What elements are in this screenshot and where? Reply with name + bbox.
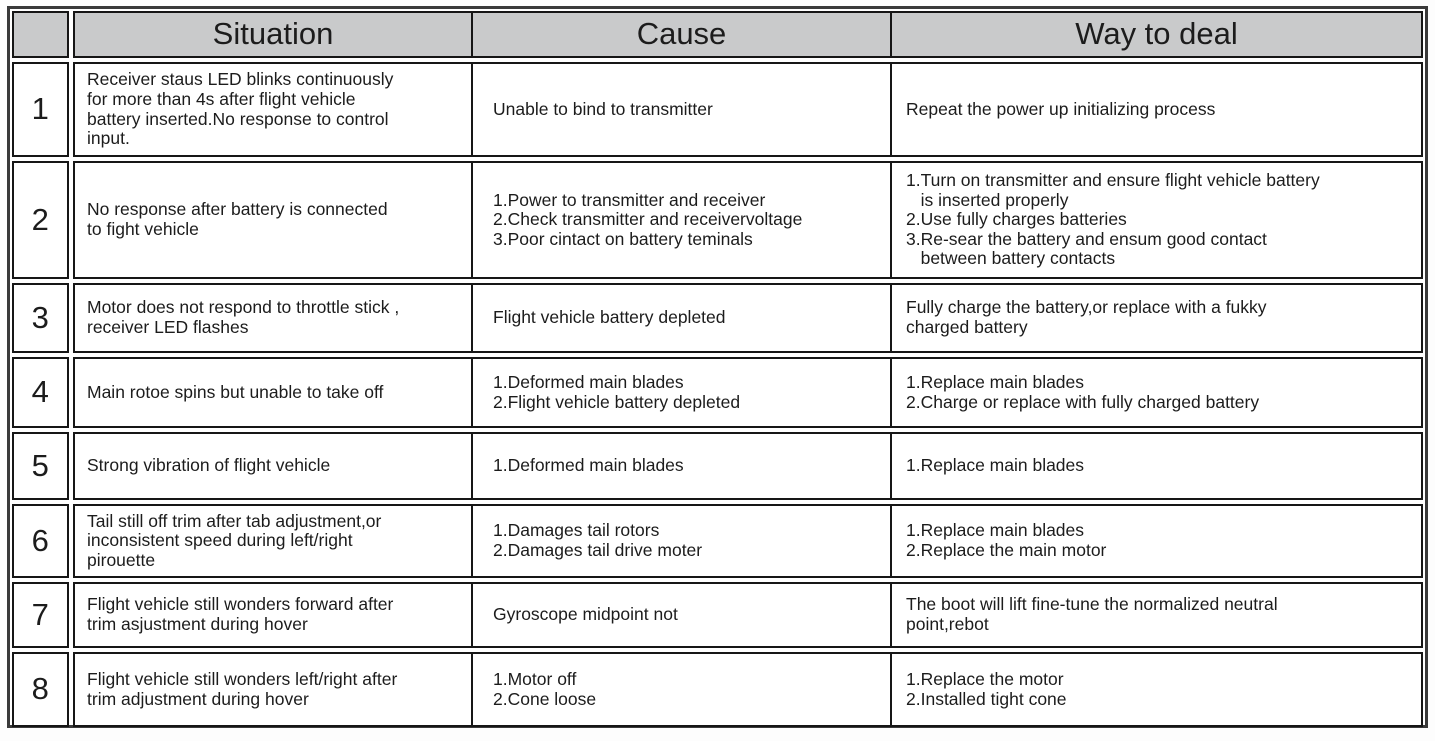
header-way-to-deal: Way to deal [890,11,1423,58]
cell-line: Tail still off trim after tab adjustment,or [87,510,382,531]
cell-line: 1.Replace the motor [906,668,1064,689]
cell-line: receiver LED flashes [87,317,249,337]
cell-line: Flight vehicle still wonders left/right after [87,668,398,689]
row-number-cell: 4 [12,357,69,428]
header-situation: Situation [73,11,473,58]
way-to-deal-cell [890,62,1423,157]
cell-line: 2.Use fully charges batteries [906,209,1127,230]
row-number-cell: 1 [12,62,69,157]
way-to-deal-cell [890,432,1423,500]
cell-line: is inserted properly [906,189,1069,210]
situation-cell [73,161,473,279]
cell-line: trim adjustment during hover [87,688,309,709]
cause-cell [471,432,892,500]
cell-line: between battery contacts [906,248,1116,269]
header-number-cell [12,11,69,58]
way-to-deal-cell [890,504,1423,578]
cell-line: charged battery [906,317,1028,337]
cell-line: 2.Check transmitter and receivervoltage [493,209,803,230]
cause-cell [471,504,892,578]
cell-line: Gyroscope midpoint not [493,604,678,625]
cell-line: 2.Damages tail drive moter [493,540,703,560]
cell-line: No response after battery is connected [87,199,388,220]
situation-cell [73,652,473,727]
row-number-cell: 6 [12,504,69,578]
cell-line: 1.Replace main blades [906,520,1085,541]
table-row [12,652,1423,727]
cell-line: 1.Damages tail rotors [493,520,660,541]
table-row [12,432,1423,500]
row-number-cell: 3 [12,283,69,353]
cell-line: pirouette [87,549,156,570]
cause-cell [471,357,892,428]
cell-line: 1.Motor off [493,668,577,689]
cell-line: Flight vehicle battery depleted [493,307,726,328]
cause-cell [471,62,892,157]
cause-cell [471,161,892,279]
cell-line: 3.Re-sear the battery and ensum good contact [906,228,1267,249]
situation-cell [73,504,473,578]
cell-line: input. [87,128,130,149]
situation-cell [73,62,473,157]
table-row [12,62,1423,157]
cause-cell [471,582,892,648]
cell-line: Motor does not respond to throttle stick , [87,297,400,318]
row-number-cell: 7 [12,582,69,648]
table-row [12,357,1423,428]
way-to-deal-cell [890,357,1423,428]
table-body [12,62,1423,727]
situation-cell [73,432,473,500]
situation-cell [73,283,473,353]
cell-line: Unable to bind to transmitter [493,98,713,119]
cell-line: 1.Deformed main blades [493,455,684,476]
way-to-deal-cell [890,283,1423,353]
troubleshooting-table [7,6,1428,728]
table-row [12,504,1423,578]
way-to-deal-cell [890,161,1423,279]
way-to-deal-cell [890,652,1423,727]
situation-cell [73,582,473,648]
cell-line: 3.Poor cintact on battery teminals [493,228,753,249]
situation-cell [73,357,473,428]
cell-line: 1.Turn on transmitter and ensure flight vehicle battery [906,170,1320,191]
row-number-cell: 2 [12,161,69,279]
cell-line: trim asjustment during hover [87,614,308,634]
cause-cell [471,652,892,727]
table-header-row [12,11,1423,58]
cell-line: battery inserted.No response to control [87,108,389,129]
row-number-cell: 5 [12,432,69,500]
cell-line: 2.Flight vehicle battery depleted [493,391,741,412]
cell-line: 2.Installed tight cone [906,688,1067,709]
cell-line: Receiver staus LED blinks continuously [87,69,394,90]
cell-line: Fully charge the battery,or replace with a fukky [906,297,1267,318]
cell-line: 1.Replace main blades [906,455,1085,476]
cell-line: 1.Replace main blades [906,371,1085,392]
cell-line: The boot will lift fine-tune the normalized neutral [906,594,1278,615]
cell-line: Strong vibration of flight vehicle [87,455,331,476]
way-to-deal-cell [890,582,1423,648]
cell-line: 2.Cone loose [493,688,597,709]
cell-line: Repeat the power up initializing process [906,98,1216,119]
cell-line: Flight vehicle still wonders forward after [87,594,394,615]
cell-line: inconsistent speed during left/right [87,530,353,551]
table-row [12,161,1423,279]
cell-line: point,rebot [906,614,989,634]
table-row [12,283,1423,353]
header-cause: Cause [471,11,892,58]
cell-line: 1.Power to transmitter and receiver [493,189,766,210]
row-number-cell: 8 [12,652,69,727]
cause-cell [471,283,892,353]
cell-line: 2.Charge or replace with fully charged battery [906,391,1260,412]
cell-line: Main rotoe spins but unable to take off [87,381,384,402]
cell-line: 1.Deformed main blades [493,371,684,392]
cell-line: for more than 4s after flight vehicle [87,88,356,109]
table-row [12,582,1423,648]
cell-line: 2.Replace the main motor [906,540,1107,560]
cell-line: to fight vehicle [87,219,199,239]
